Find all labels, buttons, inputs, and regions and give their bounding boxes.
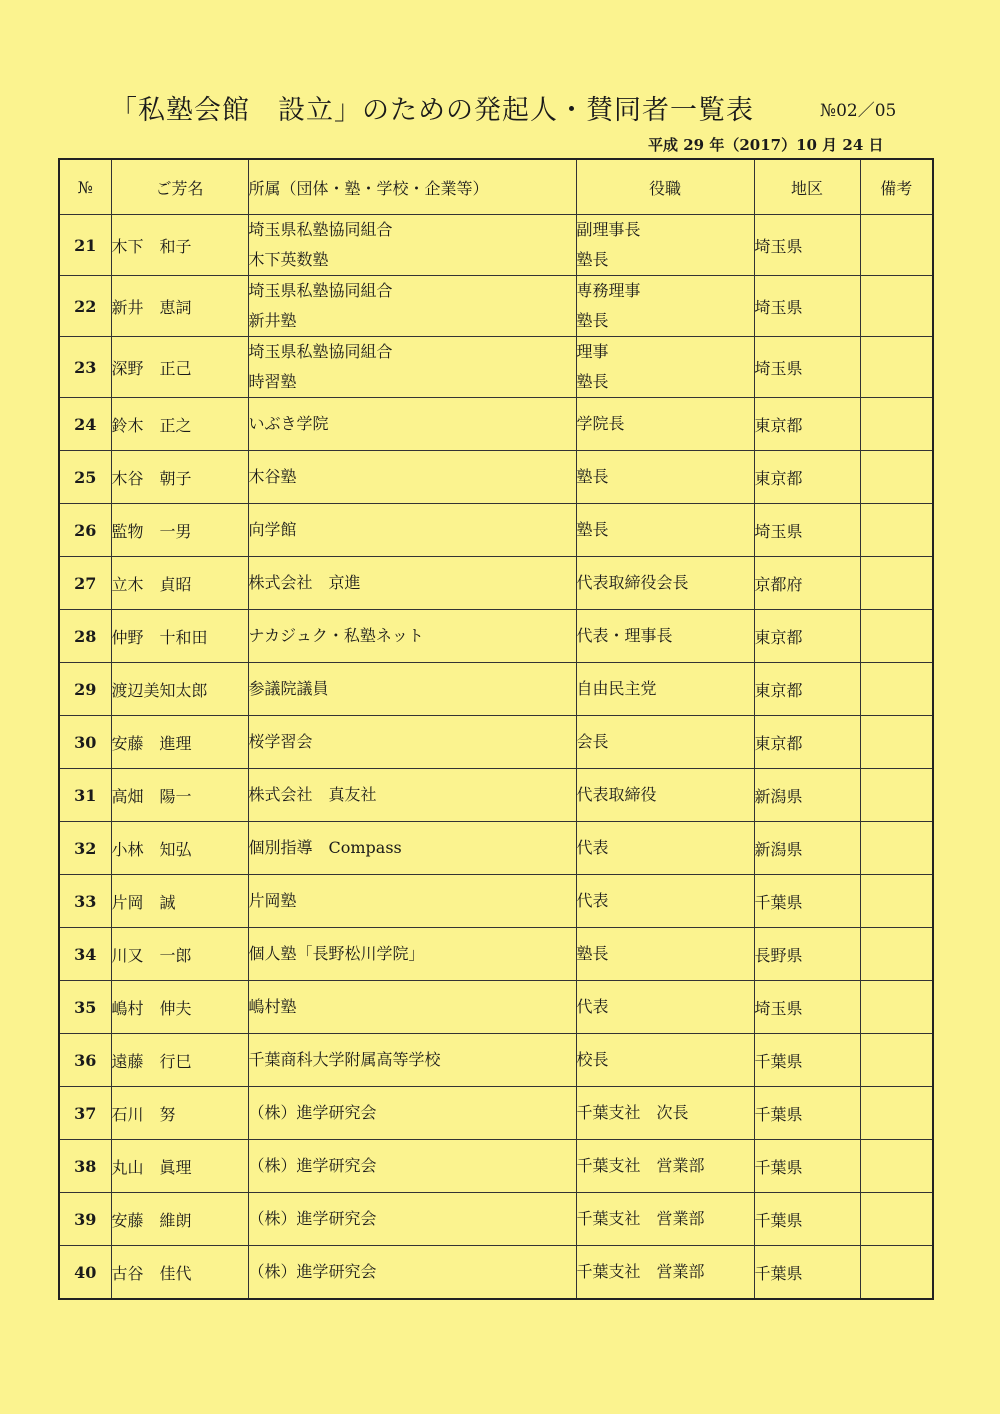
- column-header-name: ご芳名: [111, 159, 248, 215]
- table-row: [59, 822, 933, 875]
- affiliation-line: 株式会社 京進: [248, 573, 361, 592]
- row-number: 36: [59, 1034, 111, 1087]
- region: 京都府: [754, 557, 860, 610]
- person-name: 仲野 十和田: [111, 610, 248, 663]
- region: 長野県: [754, 928, 860, 981]
- affiliation-line: いぶき学院: [248, 414, 329, 433]
- position-title: [576, 1246, 754, 1300]
- remarks: [860, 1034, 933, 1087]
- row-number: 40: [59, 1246, 111, 1300]
- row-number: 37: [59, 1087, 111, 1140]
- region: 東京都: [754, 398, 860, 451]
- remarks: [860, 1087, 933, 1140]
- position-title-line: 代表: [576, 891, 609, 910]
- row-number: 22: [59, 276, 111, 337]
- affiliation-line: 千葉商科大学附属高等学校: [248, 1050, 441, 1069]
- person-name: 古谷 佳代: [111, 1246, 248, 1300]
- row-number: 21: [59, 215, 111, 276]
- affiliation-line: 新井塾: [248, 311, 297, 330]
- row-number: 29: [59, 663, 111, 716]
- table-row: [59, 1140, 933, 1193]
- region: 新潟県: [754, 822, 860, 875]
- position-title-line: 塾長: [576, 250, 609, 269]
- remarks: [860, 557, 933, 610]
- row-number: 39: [59, 1193, 111, 1246]
- affiliation-line: 嶋村塾: [248, 997, 297, 1016]
- remarks: [860, 1140, 933, 1193]
- position-title: [576, 1034, 754, 1087]
- affiliation: [248, 610, 576, 663]
- remarks: [860, 981, 933, 1034]
- affiliation-line: （株）進学研究会: [248, 1103, 377, 1122]
- affiliation-line: 参議院議員: [248, 679, 329, 698]
- supporters-table: [58, 158, 934, 1300]
- remarks: [860, 716, 933, 769]
- position-title-line: 代表: [576, 838, 609, 857]
- person-name: 遠藤 行巳: [111, 1034, 248, 1087]
- person-name: 石川 努: [111, 1087, 248, 1140]
- affiliation: [248, 451, 576, 504]
- affiliation: [248, 716, 576, 769]
- position-title: [576, 398, 754, 451]
- remarks: [860, 337, 933, 398]
- table-row: [59, 504, 933, 557]
- remarks: [860, 928, 933, 981]
- position-title: [576, 928, 754, 981]
- affiliation-line: 時習塾: [248, 372, 297, 391]
- affiliation-line: 埼玉県私塾協同組合: [248, 342, 393, 361]
- position-title-line: 副理事長: [576, 220, 641, 239]
- table-row: [59, 215, 933, 276]
- column-header-region: 地区: [754, 159, 860, 215]
- table-row: [59, 981, 933, 1034]
- region: 東京都: [754, 663, 860, 716]
- table-row: [59, 398, 933, 451]
- affiliation-line: 木谷塾: [248, 467, 297, 486]
- column-header-note: 備考: [860, 159, 933, 215]
- affiliation-line: 株式会社 真友社: [248, 785, 377, 804]
- remarks: [860, 276, 933, 337]
- affiliation-line: （株）進学研究会: [248, 1262, 377, 1281]
- position-title-line: 代表: [576, 997, 609, 1016]
- person-name: 深野 正己: [111, 337, 248, 398]
- person-name: 木下 和子: [111, 215, 248, 276]
- person-name: 新井 恵詞: [111, 276, 248, 337]
- row-number: 35: [59, 981, 111, 1034]
- person-name: 川又 一郎: [111, 928, 248, 981]
- position-title-line: 学院長: [576, 414, 625, 433]
- column-header-position: 役職: [576, 159, 754, 215]
- person-name: 監物 一男: [111, 504, 248, 557]
- remarks: [860, 875, 933, 928]
- affiliation: [248, 928, 576, 981]
- remarks: [860, 1193, 933, 1246]
- affiliation: [248, 337, 576, 398]
- affiliation-line: （株）進学研究会: [248, 1209, 377, 1228]
- position-title: [576, 276, 754, 337]
- region: 埼玉県: [754, 337, 860, 398]
- position-title-line: 代表・理事長: [576, 626, 673, 645]
- position-title: [576, 610, 754, 663]
- affiliation: [248, 398, 576, 451]
- table-body: [59, 215, 933, 1300]
- row-number: 38: [59, 1140, 111, 1193]
- position-title-line: 塾長: [576, 520, 609, 539]
- person-name: 小林 知弘: [111, 822, 248, 875]
- table-header-row: [59, 159, 933, 215]
- row-number: 32: [59, 822, 111, 875]
- row-number: 28: [59, 610, 111, 663]
- affiliation-line: 埼玉県私塾協同組合: [248, 220, 393, 239]
- position-title-line: 塾長: [576, 944, 609, 963]
- position-title: [576, 337, 754, 398]
- affiliation-line: 桜学習会: [248, 732, 313, 751]
- position-title: [576, 451, 754, 504]
- position-title-line: 理事: [576, 342, 609, 361]
- remarks: [860, 451, 933, 504]
- remarks: [860, 504, 933, 557]
- affiliation: [248, 1034, 576, 1087]
- position-title-line: 塾長: [576, 311, 609, 330]
- region: 東京都: [754, 451, 860, 504]
- position-title-line: 代表取締役会長: [576, 573, 689, 592]
- position-title: [576, 504, 754, 557]
- table-row: [59, 1034, 933, 1087]
- affiliation: [248, 504, 576, 557]
- position-title-line: 千葉支社 営業部: [576, 1209, 705, 1228]
- position-title-line: 塾長: [576, 467, 609, 486]
- position-title-line: 代表取締役: [576, 785, 657, 804]
- column-header-number: №: [59, 159, 111, 215]
- row-number: 27: [59, 557, 111, 610]
- region: 千葉県: [754, 1034, 860, 1087]
- affiliation: [248, 769, 576, 822]
- remarks: [860, 610, 933, 663]
- table-row: [59, 337, 933, 398]
- region: 埼玉県: [754, 504, 860, 557]
- table-row: [59, 1193, 933, 1246]
- affiliation-line: 個別指導 Compass: [248, 838, 402, 857]
- affiliation: [248, 822, 576, 875]
- column-header-affiliation: 所属（団体・塾・学校・企業等）: [248, 159, 576, 215]
- region: 埼玉県: [754, 276, 860, 337]
- region: 埼玉県: [754, 215, 860, 276]
- row-number: 33: [59, 875, 111, 928]
- remarks: [860, 663, 933, 716]
- person-name: 高畑 陽一: [111, 769, 248, 822]
- position-title-line: 自由民主党: [576, 679, 657, 698]
- table-row: [59, 716, 933, 769]
- table-row: [59, 557, 933, 610]
- region: 東京都: [754, 610, 860, 663]
- person-name: 木谷 朝子: [111, 451, 248, 504]
- table-row: [59, 928, 933, 981]
- position-title: [576, 215, 754, 276]
- affiliation-line: 片岡塾: [248, 891, 297, 910]
- region: 千葉県: [754, 1246, 860, 1300]
- affiliation-line: 木下英数塾: [248, 250, 329, 269]
- position-title: [576, 716, 754, 769]
- position-title-line: 校長: [576, 1050, 609, 1069]
- position-title: [576, 1193, 754, 1246]
- position-title: [576, 663, 754, 716]
- person-name: 片岡 誠: [111, 875, 248, 928]
- affiliation-line: 向学館: [248, 520, 297, 539]
- affiliation-line: ナカジュク・私塾ネット: [248, 626, 424, 645]
- row-number: 25: [59, 451, 111, 504]
- position-title: [576, 875, 754, 928]
- table-row: [59, 769, 933, 822]
- person-name: 安藤 進理: [111, 716, 248, 769]
- remarks: [860, 822, 933, 875]
- person-name: 鈴木 正之: [111, 398, 248, 451]
- affiliation-line: 埼玉県私塾協同組合: [248, 281, 393, 300]
- position-title-line: 千葉支社 営業部: [576, 1262, 705, 1281]
- document-title: 「私塾会館 設立」のための発起人・賛同者一覧表: [110, 95, 754, 126]
- table-row: [59, 875, 933, 928]
- person-name: 安藤 維朗: [111, 1193, 248, 1246]
- affiliation: [248, 276, 576, 337]
- table-row: [59, 610, 933, 663]
- affiliation: [248, 663, 576, 716]
- row-number: 34: [59, 928, 111, 981]
- table-row: [59, 1246, 933, 1300]
- region: 千葉県: [754, 1140, 860, 1193]
- table-row: [59, 663, 933, 716]
- table-row: [59, 276, 933, 337]
- region: 千葉県: [754, 1193, 860, 1246]
- affiliation: [248, 1087, 576, 1140]
- affiliation: [248, 875, 576, 928]
- document-number: №02／05: [820, 101, 897, 121]
- affiliation: [248, 1140, 576, 1193]
- position-title: [576, 822, 754, 875]
- table-row: [59, 451, 933, 504]
- position-title: [576, 981, 754, 1034]
- remarks: [860, 398, 933, 451]
- position-title: [576, 1087, 754, 1140]
- person-name: 立木 貞昭: [111, 557, 248, 610]
- affiliation: [248, 1193, 576, 1246]
- remarks: [860, 1246, 933, 1300]
- remarks: [860, 215, 933, 276]
- person-name: 嶋村 伸夫: [111, 981, 248, 1034]
- region: 千葉県: [754, 875, 860, 928]
- person-name: 渡辺美知太郎: [111, 663, 248, 716]
- region: 埼玉県: [754, 981, 860, 1034]
- position-title-line: 会長: [576, 732, 609, 751]
- position-title: [576, 769, 754, 822]
- position-title: [576, 1140, 754, 1193]
- row-number: 31: [59, 769, 111, 822]
- row-number: 30: [59, 716, 111, 769]
- region: 新潟県: [754, 769, 860, 822]
- affiliation: [248, 981, 576, 1034]
- region: 東京都: [754, 716, 860, 769]
- affiliation-line: 個人塾「長野松川学院」: [248, 944, 425, 963]
- position-title-line: 千葉支社 営業部: [576, 1156, 705, 1175]
- affiliation: [248, 1246, 576, 1300]
- affiliation: [248, 215, 576, 276]
- row-number: 23: [59, 337, 111, 398]
- affiliation: [248, 557, 576, 610]
- remarks: [860, 769, 933, 822]
- position-title-line: 塾長: [576, 372, 609, 391]
- person-name: 丸山 眞理: [111, 1140, 248, 1193]
- region: 千葉県: [754, 1087, 860, 1140]
- row-number: 24: [59, 398, 111, 451]
- position-title-line: 千葉支社 次長: [576, 1103, 689, 1122]
- table-row: [59, 1087, 933, 1140]
- row-number: 26: [59, 504, 111, 557]
- position-title-line: 専務理事: [576, 281, 641, 300]
- affiliation-line: （株）進学研究会: [248, 1156, 377, 1175]
- document-date: 平成 29 年（2017）10 月 24 日: [648, 136, 884, 154]
- position-title: [576, 557, 754, 610]
